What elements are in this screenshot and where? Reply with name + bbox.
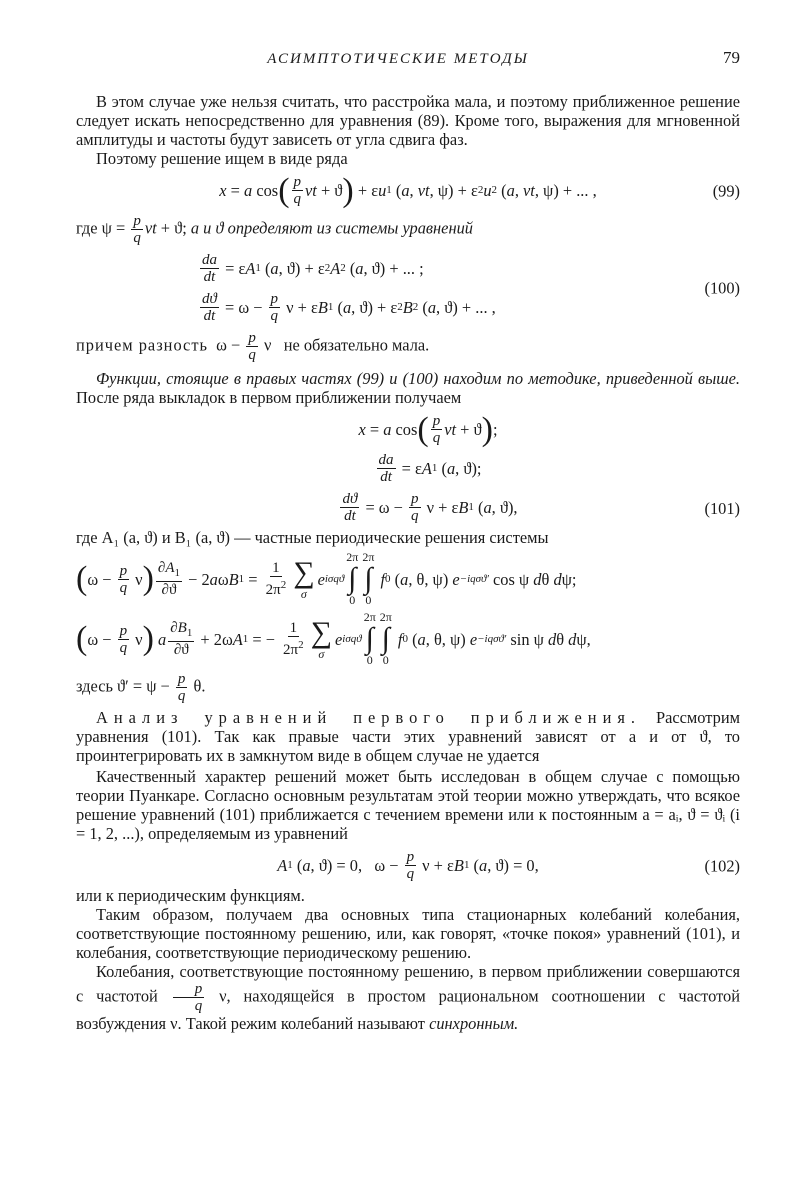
- paragraph-synchronous-start: Колебания, соответствующие постоянному решению, в первом приближении совершаются с частотой: [76, 962, 740, 1006]
- page-header: [0, 48, 796, 72]
- paragraph-synchronous: Колебания, соответствующие постоянному решению, в первом приближении совершаются с частотой $\frac{p}{q}$ ν, находящейся в простом рациональном соотношении с частотой возбуждения ν. Такой режим колебаний называют синхронным.: [76, 962, 740, 1033]
- equation-101: x = a cos ( p q νt + ϑ ) ; da dt = ε A 1 ( a , ϑ); dϑ dt = ω − p q ν + ε B 1 ( a , ϑ), (101): [342, 410, 740, 524]
- paragraph-functions: [76, 369, 740, 407]
- equation-system-a1: ( ω − p q ν ) $\partial A_1$ ∂ϑ − 2 a ω B 1 = 1 $2\pi^2$ ∑ σ e iσqϑ 2π ∫ 0 2π ∫ 0 f 0 ( a , θ, ψ) e −iqσϑ′ cos ψ d θ d ψ;: [76, 550, 577, 607]
- where-periodic-solutions: где A₁ (a, ϑ) и B₁ (a, ϑ) — частные периодические решения системы: [76, 528, 549, 547]
- note-detuning: причем разность ω − $\frac{p}{q}$ ν не обязательно мала.: [76, 330, 430, 363]
- section-heading-analysis: Анализ уравнений первого приближения.: [96, 708, 641, 727]
- term-synchronous: синхронным.: [429, 1014, 519, 1033]
- equation-102: A 1 ( a , ϑ) = 0, ω − p q ν + ε B 1 ( a , ϑ) = 0, (102): [277, 849, 740, 882]
- equation-100: da dt = ε A 1 ( a , ϑ) + ε 2 A 2 ( a , ϑ) + ... ; dϑ dt = ω − p q ν + ε B 1 ( a , ϑ) + ε 2 B 2 ( a , ϑ) + ... , (100): [202, 252, 740, 324]
- running-title: АСИМПТОТИЧЕСКИЕ МЕТОДЫ: [267, 51, 529, 67]
- where-label: где: [76, 218, 98, 238]
- paragraph-functions-rest: После ряда выкладок в первом приближении получаем: [76, 388, 462, 407]
- equation-number-101: (101): [704, 499, 740, 518]
- equation-number-102: (102): [704, 856, 740, 875]
- definition-psi: где ψ = $\frac{p}{q}$ νt + ϑ; a и ϑ определяют из системы уравнений: [76, 213, 473, 246]
- equation-system-b1: ( ω − p q ν ) a $\partial B_1$ ∂ϑ + 2ω A 1 = − 1 $2\pi^2$ ∑ σ e iσqϑ 2π ∫ 0 2π ∫ 0 f 0 ( a , θ, ψ) e −iqσϑ′ sin ψ d θ d ψ,: [76, 610, 591, 667]
- equation-99: x = a cos ( p q νt + ϑ ) + ε u 1 ( a , νt , ψ) + ε 2 u 2 ( a , νt , ψ) + ... , (99): [219, 171, 740, 209]
- note-detuning-end: не обязательно мала.: [283, 335, 430, 355]
- definition-psi-rest: a и ϑ определяют из системы уравнений: [190, 218, 473, 238]
- paragraph-series-intro: Поэтому решение ищем в виде ряда: [96, 149, 348, 168]
- paragraph-analysis: [76, 708, 740, 765]
- equation-number-99: (99): [712, 181, 740, 200]
- paragraph-analysis-rest: Рассмотрим уравнения (101). Так как правые части этих уравнений зависят от a и от ϑ, то проинтегрировать их в замкнутом виде в общем случае не удается: [76, 708, 740, 765]
- here-label: здесь: [76, 676, 113, 696]
- paragraph-intro: В этом случае уже нельзя считать, что расстройка мала, и поэтому приближенное решение следует искать непосредственно для уравнения (89). Кроме того, выражения для мгновенной амплитуды и частоты будут зависеть от угла сдвига фаз.: [76, 92, 740, 149]
- paragraph-periodic-functions: или к периодическим функциям.: [76, 886, 305, 905]
- page-number: 79: [723, 48, 740, 67]
- paragraph-synchronous-middle: ν, находящейся в простом рациональном соотношении с частотой возбуждения ν. Такой режим колебаний называют: [76, 986, 740, 1033]
- note-detuning-start: причем разность: [76, 335, 208, 355]
- equation-number-100: (100): [704, 278, 740, 298]
- definition-theta-prime: здесь ϑ′ = ψ − $\frac{p}{q}$ θ.: [76, 671, 206, 704]
- page-body: [76, 92, 740, 1033]
- paragraph-poincare: Качественный характер решений может быть исследован в общем случае с помощью теории Пуанкаре. Согласно основным результатам этой теории можно утверждать, что всякое решение уравнений (101) приближается с течением времени или к постоянным a = aᵢ, ϑ = ϑᵢ (i = 1, 2, ...), определяемым из уравнений: [76, 767, 740, 843]
- paragraph-functions-italic: Функции, стоящие в правых частях (99) и (100) находим по методике, приведенной выше.: [96, 369, 740, 388]
- paragraph-two-types: Таким образом, получаем два основных типа стационарных колебаний колебания, соответствующие постоянному решению, или, как говорят, «точке покоя» уравнений (101), и колебания, соответствующие периодическому решению.: [76, 905, 740, 962]
